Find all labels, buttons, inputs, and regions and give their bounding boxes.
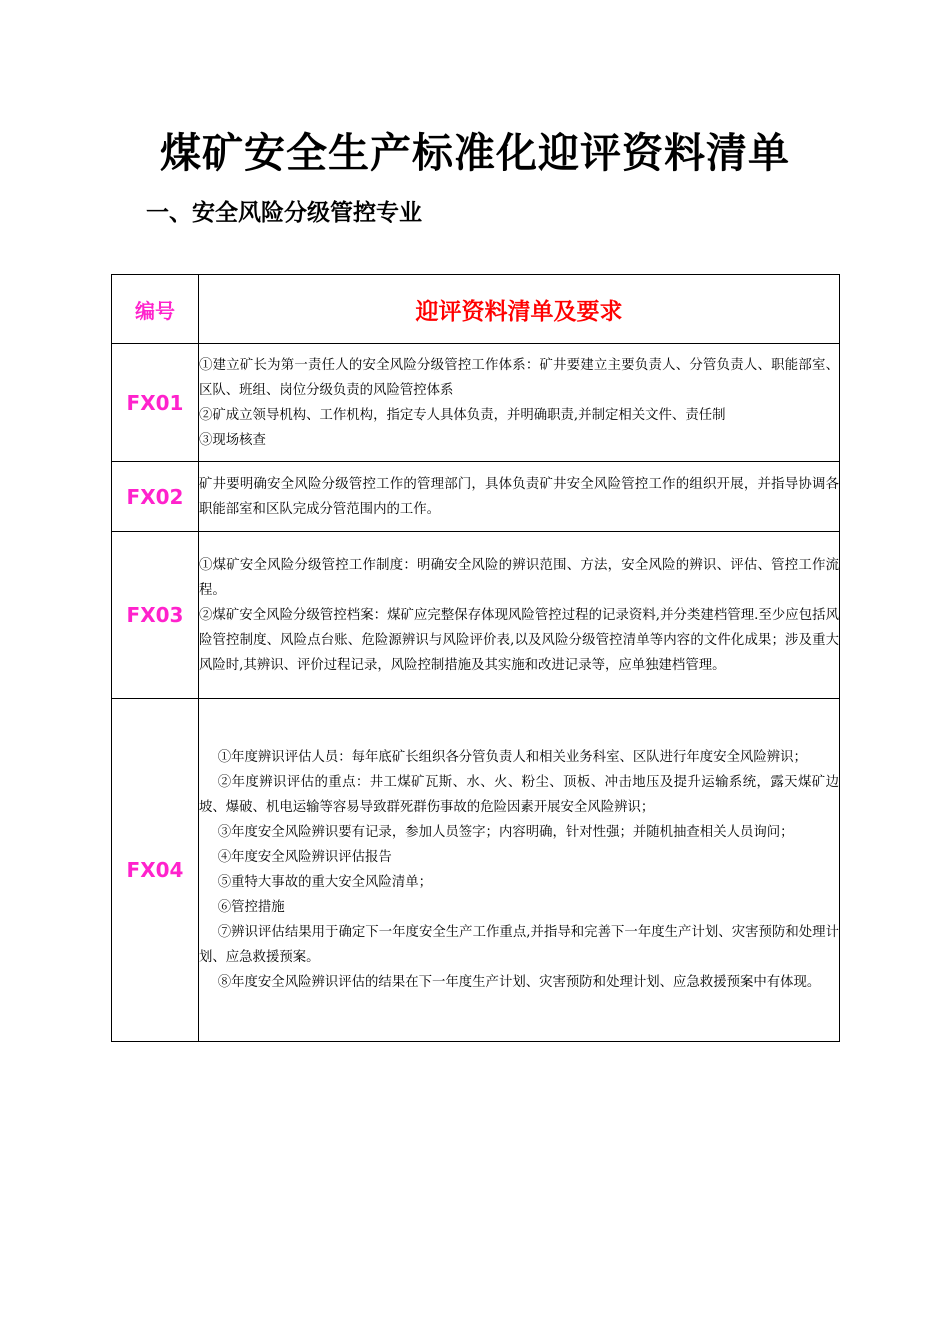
header-requirements: 迎评资料清单及要求 bbox=[199, 275, 840, 344]
row-code: FX01 bbox=[112, 344, 199, 462]
row-requirements bbox=[199, 344, 840, 462]
requirement-line: ①年度辨识评估人员：每年底矿长组织各分管负责人和相关业务科室、区队进行年度安全风险辨识； bbox=[217, 750, 807, 765]
requirement-line: ③现场核查 bbox=[199, 432, 266, 448]
requirement-line: ②年度辨识评估的重点：井工煤矿瓦斯、水、火、粉尘、顶板、冲击地压及提升运输系统，露天煤矿边坡、爆破、机电运输等容易导致群死群伤事故的危险因素开展安全风险辨识； bbox=[199, 775, 839, 815]
requirement-line: ⑧年度安全风险辨识评估的结果在下一年度生产计划、灾害预防和处理计划、应急救援预案中有体现。 bbox=[217, 975, 821, 990]
checklist-table bbox=[111, 274, 840, 1042]
table-header-row bbox=[112, 275, 840, 344]
requirement-line: ⑦辨识评估结果用于确定下一年度安全生产工作重点,并指导和完善下一年度生产计划、灾害预防和处理计划、应急救援预案。 bbox=[199, 925, 839, 965]
requirement-line: ②矿成立领导机构、工作机构，指定专人具体负责，并明确职责,并制定相关文件、责任制 bbox=[199, 407, 726, 423]
requirement-line: ⑤重特大事故的重大安全风险清单； bbox=[217, 875, 432, 890]
requirement-line: ①建立矿长为第一责任人的安全风险分级管控工作体系：矿井要建立主要负责人、分管负责人、职能部室、区队、班组、岗位分级负责的风险管控体系 bbox=[199, 357, 839, 398]
header-code: 编号 bbox=[112, 275, 199, 344]
requirement-line: 矿井要明确安全风险分级管控工作的管理部门，具体负责矿井安全风险管控工作的组织开展，并指导协调各职能部室和区队完成分管范围内的工作。 bbox=[199, 476, 839, 517]
table-row bbox=[112, 344, 840, 462]
row-code: FX02 bbox=[112, 462, 199, 532]
table-row bbox=[112, 462, 840, 532]
row-requirements bbox=[199, 699, 840, 1042]
requirement-line: ③年度安全风险辨识要有记录，参加人员签字；内容明确，针对性强；并随机抽查相关人员询问； bbox=[217, 825, 794, 840]
section-heading: 一、安全风险分级管控专业 bbox=[146, 200, 422, 226]
row-requirements bbox=[199, 462, 840, 532]
row-code: FX03 bbox=[112, 532, 199, 699]
requirement-line: ②煤矿安全风险分级管控档案：煤矿应完整保存体现风险管控过程的记录资料,并分类建档管理.至少应包括风险管控制度、风险点台账、危险源辨识与风险评价表,以及风险分级管控清单等内容的文件化成果；涉及重大风险时,其辨识、评价过程记录，风险控制措施及其实施和改进记录等，应单独建档管理。 bbox=[199, 607, 839, 673]
requirement-line: ⑥管控措施 bbox=[217, 900, 285, 915]
requirement-line: ④年度安全风险辨识评估报告 bbox=[217, 850, 392, 865]
row-code: FX04 bbox=[112, 699, 199, 1042]
table-row bbox=[112, 699, 840, 1042]
table-row bbox=[112, 532, 840, 699]
document-title: 煤矿安全生产标准化迎评资料清单 bbox=[160, 129, 790, 177]
row-requirements bbox=[199, 532, 840, 699]
requirement-line: ①煤矿安全风险分级管控工作制度：明确安全风险的辨识范围、方法，安全风险的辨识、评估、管控工作流程。 bbox=[199, 557, 839, 598]
